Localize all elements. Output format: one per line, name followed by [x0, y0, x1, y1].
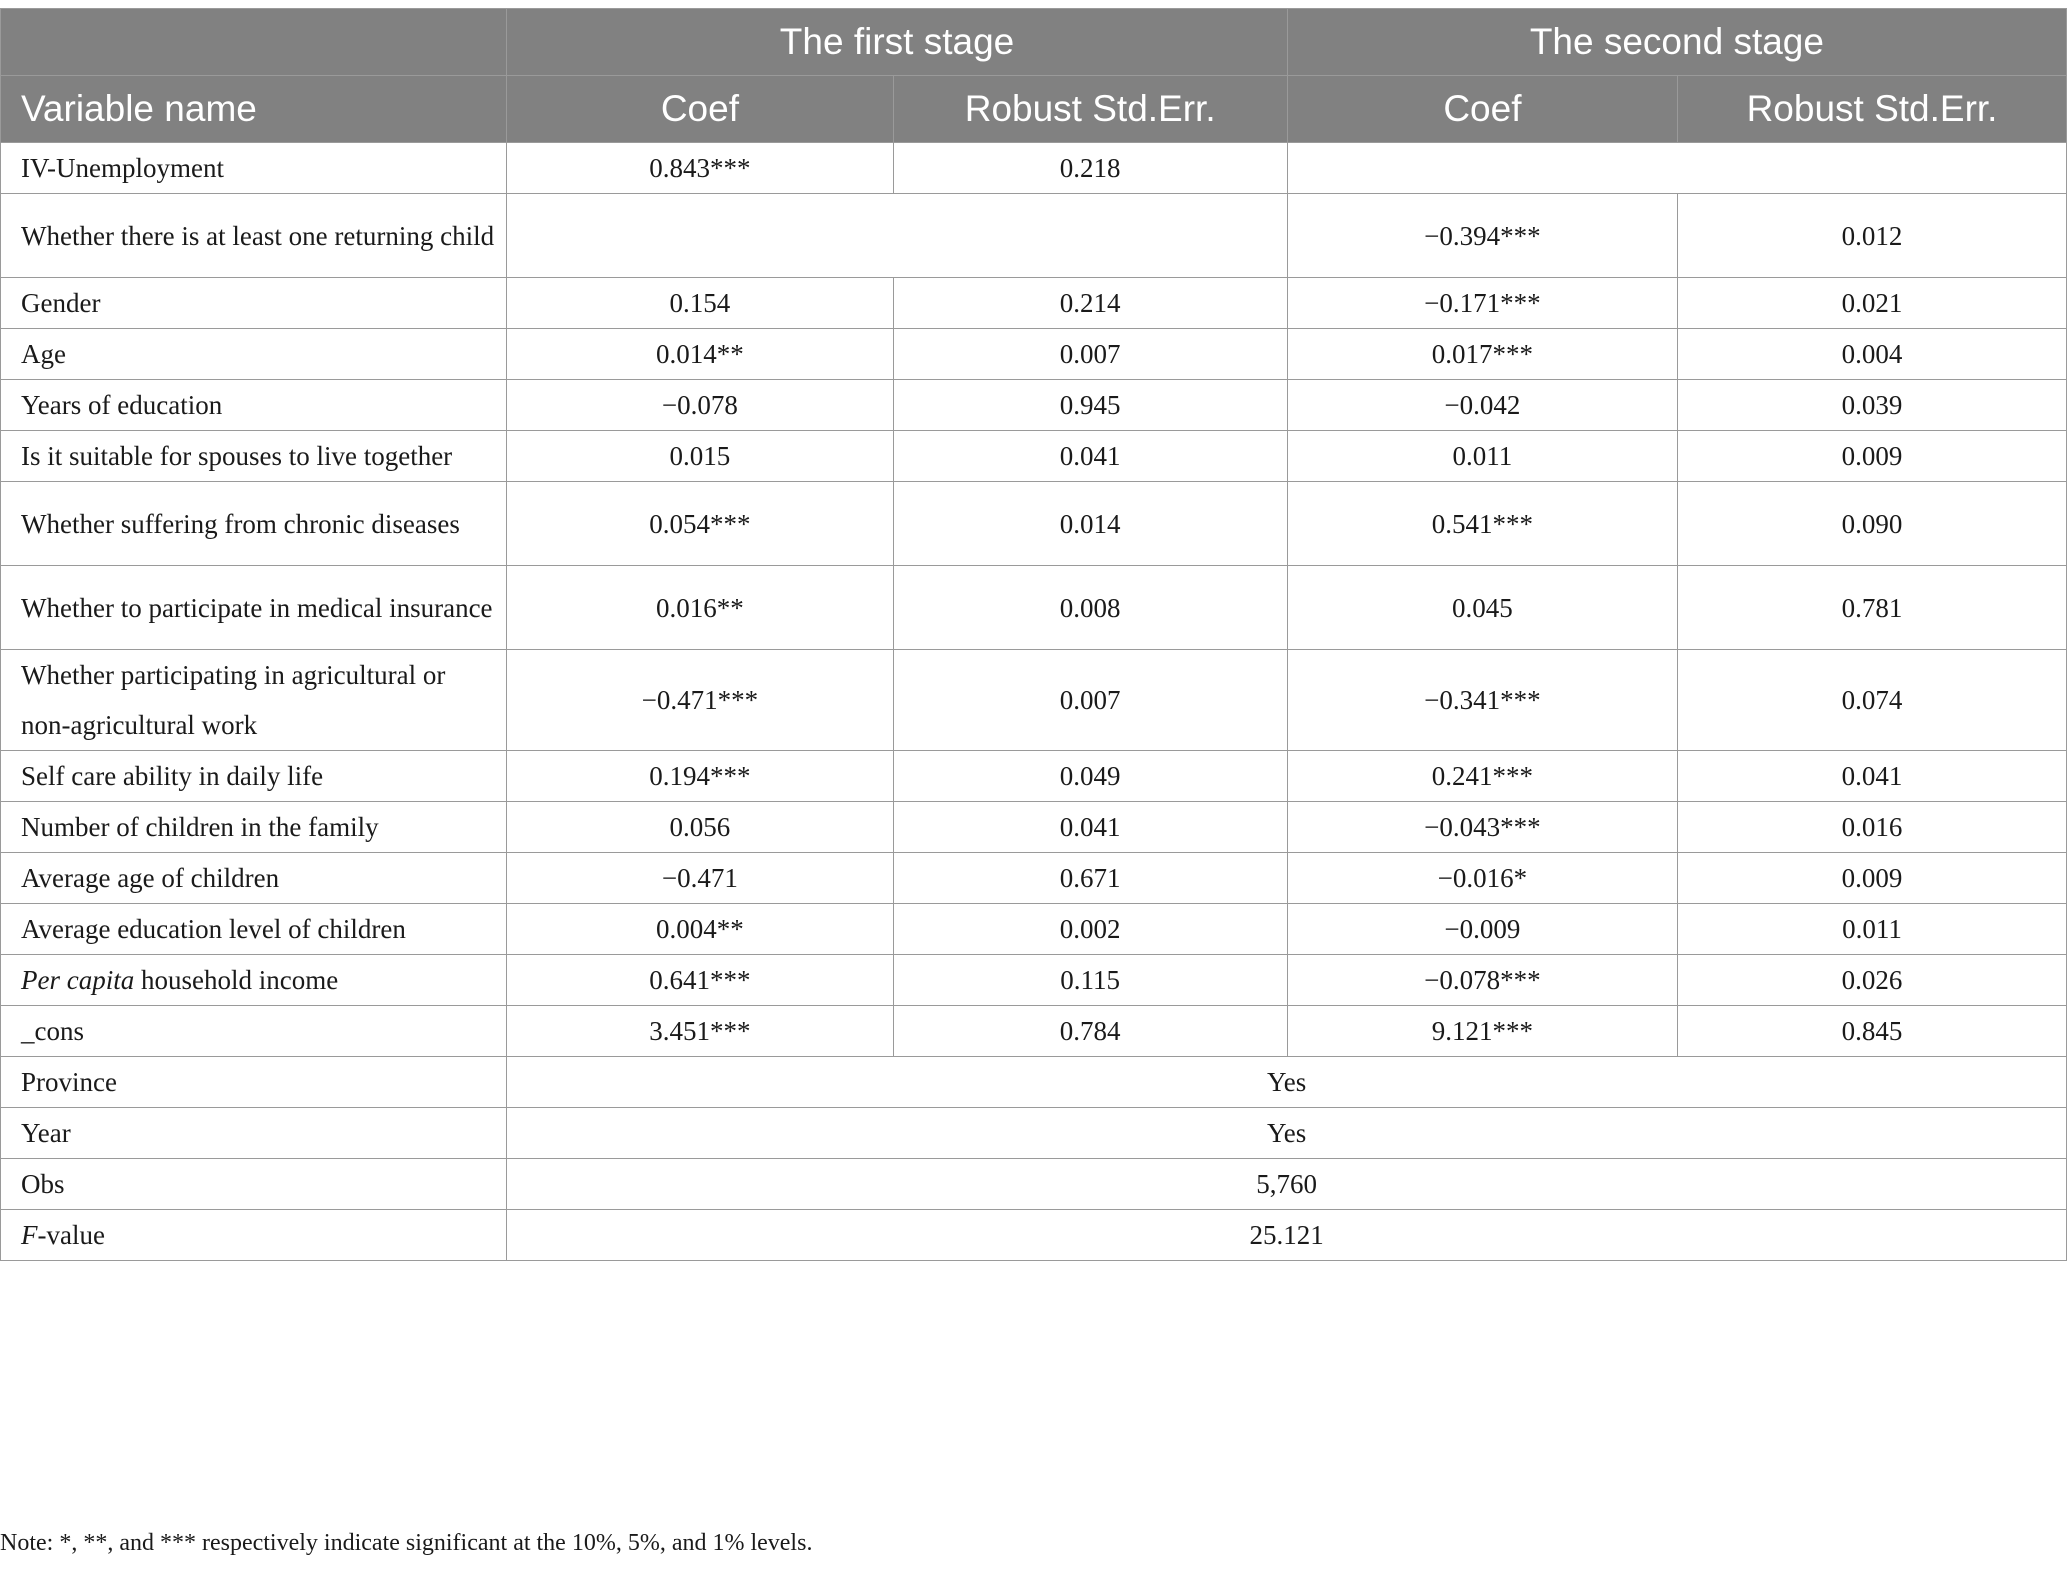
row-label: Whether there is at least one returning child [1, 194, 507, 278]
coef-first: 0.843*** [507, 143, 893, 194]
row-label: Self care ability in daily life [1, 751, 507, 802]
header-blank [1, 9, 507, 76]
rse-first: 0.002 [893, 904, 1287, 955]
table-row [1, 1108, 2067, 1159]
row-label-rest: household income [134, 965, 339, 995]
rse-first: 0.945 [893, 380, 1287, 431]
header-rse-first: Robust Std.Err. [893, 76, 1287, 143]
rse-second: 0.004 [1678, 329, 2067, 380]
row-label: Is it suitable for spouses to live together [1, 431, 507, 482]
table-row [1, 278, 2067, 329]
table-row [1, 329, 2067, 380]
table-row [1, 904, 2067, 955]
row-label: Gender [1, 278, 507, 329]
obs-value: 5,760 [507, 1159, 2067, 1210]
rse-second: 0.026 [1678, 955, 2067, 1006]
header-row-groups [1, 9, 2067, 76]
rse-first: 0.218 [893, 143, 1287, 194]
coef-second: −0.009 [1287, 904, 1677, 955]
coef-second: 0.045 [1287, 566, 1677, 650]
year-value: Yes [507, 1108, 2067, 1159]
coef-first: 0.194*** [507, 751, 893, 802]
rse-first: 0.049 [893, 751, 1287, 802]
row-label: Age [1, 329, 507, 380]
coef-second: −0.042 [1287, 380, 1677, 431]
coef-first: 0.015 [507, 431, 893, 482]
coef-first: 3.451*** [507, 1006, 893, 1057]
coef-second: −0.016* [1287, 853, 1677, 904]
rse-second: 0.039 [1678, 380, 2067, 431]
row-label: Average age of children [1, 853, 507, 904]
table-row [1, 566, 2067, 650]
coef-second: 9.121*** [1287, 1006, 1677, 1057]
row-label-rest: -value [37, 1220, 105, 1250]
coef-second: −0.171*** [1287, 278, 1677, 329]
rse-first: 0.007 [893, 650, 1287, 751]
header-first-stage: The first stage [507, 9, 1288, 76]
table-row [1, 1210, 2067, 1261]
coef-first: −0.078 [507, 380, 893, 431]
row-label [1, 955, 507, 1006]
rse-first: 0.014 [893, 482, 1287, 566]
rse-first: 0.041 [893, 431, 1287, 482]
coef-second: −0.394*** [1287, 194, 1677, 278]
row-label: Number of children in the family [1, 802, 507, 853]
rse-second: 0.016 [1678, 802, 2067, 853]
table-row [1, 751, 2067, 802]
coef-first: 0.014** [507, 329, 893, 380]
header-coef-first: Coef [507, 76, 893, 143]
coef-first: 0.641*** [507, 955, 893, 1006]
table-row [1, 1057, 2067, 1108]
row-label: Whether suffering from chronic diseases [1, 482, 507, 566]
rse-second: 0.074 [1678, 650, 2067, 751]
row-label-italic: F [21, 1220, 38, 1250]
rse-first: 0.008 [893, 566, 1287, 650]
table-row [1, 650, 2067, 751]
row-label: IV-Unemployment [1, 143, 507, 194]
empty-cell [507, 194, 1288, 278]
regression-table [0, 8, 2067, 1261]
table-row [1, 482, 2067, 566]
rse-second: 0.781 [1678, 566, 2067, 650]
province-value: Yes [507, 1057, 2067, 1108]
row-label: Average education level of children [1, 904, 507, 955]
header-row-columns [1, 76, 2067, 143]
rse-first: 0.671 [893, 853, 1287, 904]
row-label: Whether participating in agricultural or non-agricultural work [1, 650, 507, 751]
coef-second: 0.017*** [1287, 329, 1677, 380]
coef-first: 0.016** [507, 566, 893, 650]
rse-second: 0.009 [1678, 431, 2067, 482]
row-label: Years of education [1, 380, 507, 431]
table-row [1, 802, 2067, 853]
coef-second: −0.078*** [1287, 955, 1677, 1006]
coef-first: −0.471*** [507, 650, 893, 751]
table-row [1, 955, 2067, 1006]
rse-second: 0.012 [1678, 194, 2067, 278]
rse-first: 0.784 [893, 1006, 1287, 1057]
rse-second: 0.011 [1678, 904, 2067, 955]
table-row [1, 853, 2067, 904]
rse-second: 0.845 [1678, 1006, 2067, 1057]
coef-first: 0.004** [507, 904, 893, 955]
rse-first: 0.115 [893, 955, 1287, 1006]
rse-first: 0.007 [893, 329, 1287, 380]
coef-first: 0.154 [507, 278, 893, 329]
coef-second: 0.241*** [1287, 751, 1677, 802]
table-row [1, 143, 2067, 194]
header-variable-name: Variable name [1, 76, 507, 143]
rse-first: 0.214 [893, 278, 1287, 329]
fvalue-value: 25.121 [507, 1210, 2067, 1261]
row-label: Province [1, 1057, 507, 1108]
empty-cell [1287, 143, 2066, 194]
coef-second: 0.541*** [1287, 482, 1677, 566]
row-label: Whether to participate in medical insurance [1, 566, 507, 650]
table-row [1, 1006, 2067, 1057]
row-label: Obs [1, 1159, 507, 1210]
table-row [1, 431, 2067, 482]
row-label-italic: Per capita [21, 965, 135, 995]
table-row [1, 380, 2067, 431]
header-rse-second: Robust Std.Err. [1678, 76, 2067, 143]
table-row [1, 194, 2067, 278]
row-label [1, 1210, 507, 1261]
rse-second: 0.009 [1678, 853, 2067, 904]
table-row [1, 1159, 2067, 1210]
rse-first: 0.041 [893, 802, 1287, 853]
rse-second: 0.090 [1678, 482, 2067, 566]
coef-first: 0.056 [507, 802, 893, 853]
row-label: _cons [1, 1006, 507, 1057]
coef-first: −0.471 [507, 853, 893, 904]
header-coef-second: Coef [1287, 76, 1677, 143]
rse-second: 0.041 [1678, 751, 2067, 802]
coef-second: −0.341*** [1287, 650, 1677, 751]
coef-second: −0.043*** [1287, 802, 1677, 853]
table-note: Note: *, **, and *** respectively indicate significant at the 10%, 5%, and 1% levels. [0, 1530, 813, 1556]
coef-second: 0.011 [1287, 431, 1677, 482]
row-label: Year [1, 1108, 507, 1159]
rse-second: 0.021 [1678, 278, 2067, 329]
header-second-stage: The second stage [1287, 9, 2066, 76]
coef-first: 0.054*** [507, 482, 893, 566]
